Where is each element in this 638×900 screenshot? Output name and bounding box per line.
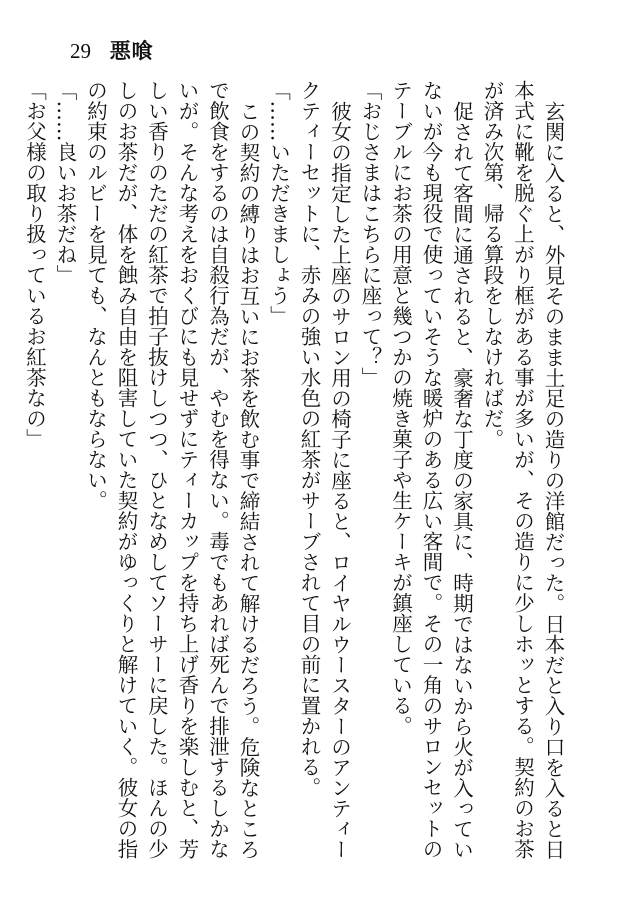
chapter-title: 悪喰 bbox=[109, 38, 154, 63]
paragraph: 促されて客間に通されると、豪奢な丁度の家具に、時期ではないから火が入っていないが今も現役で使っていそうな暖炉のある広い客間で。その一角のサロンセットのテーブルにお茶の用意と幾つかの焼き菓子や生ケーキが鎮座している。 bbox=[388, 80, 474, 859]
page-header bbox=[70, 38, 154, 64]
page-number: 29 bbox=[70, 39, 91, 63]
dialogue-line: 「……いただきましょう」 bbox=[266, 80, 291, 326]
paragraph: 彼女の指定した上座のサロン用の椅子に座ると、ロイヤルウースターのアンティークティーセットに、赤みの強い水色の紅茶がサーブされて目の前に置かれる。 bbox=[297, 80, 352, 859]
dialogue-line: 「……良いお茶だね」 bbox=[53, 80, 77, 285]
vertical-body-text bbox=[22, 80, 568, 860]
dialogue-line: 「おじさまはこちらに座って？」 bbox=[358, 80, 382, 388]
dialogue-line: 「お父様の取り扱っているお紅茶なの」 bbox=[22, 80, 47, 449]
paragraph: この契約の縛りはお互いにお茶を飲む事で締結されて解けるだろう。危険なところで飲食をするのは自殺行為だが、やむを得ない。毒でもあれば死んで排泄するしかないが。そんな考えをおくびにも見せずにティーカップを持ち上げ香りを楽しむと、芳しい香りのただの紅茶で拍子抜けしつつ、ひとなめしてソーサーに戻した。ほんの少しのお茶だが、体を蝕み自由を阻害していた契約がゆっくりと解けていく。彼女の指の約束のルビーを見ても、なんともならない。 bbox=[83, 80, 260, 859]
paragraph: 玄関に入ると、外見そのまま土足の造りの洋館だった。日本だと入り口を入ると日本式に靴を脱ぐ上がり框がある事が多いが、その造りに少しホッとする。契約のお茶が済み次第、帰る算段をしなければだ。 bbox=[480, 80, 565, 859]
